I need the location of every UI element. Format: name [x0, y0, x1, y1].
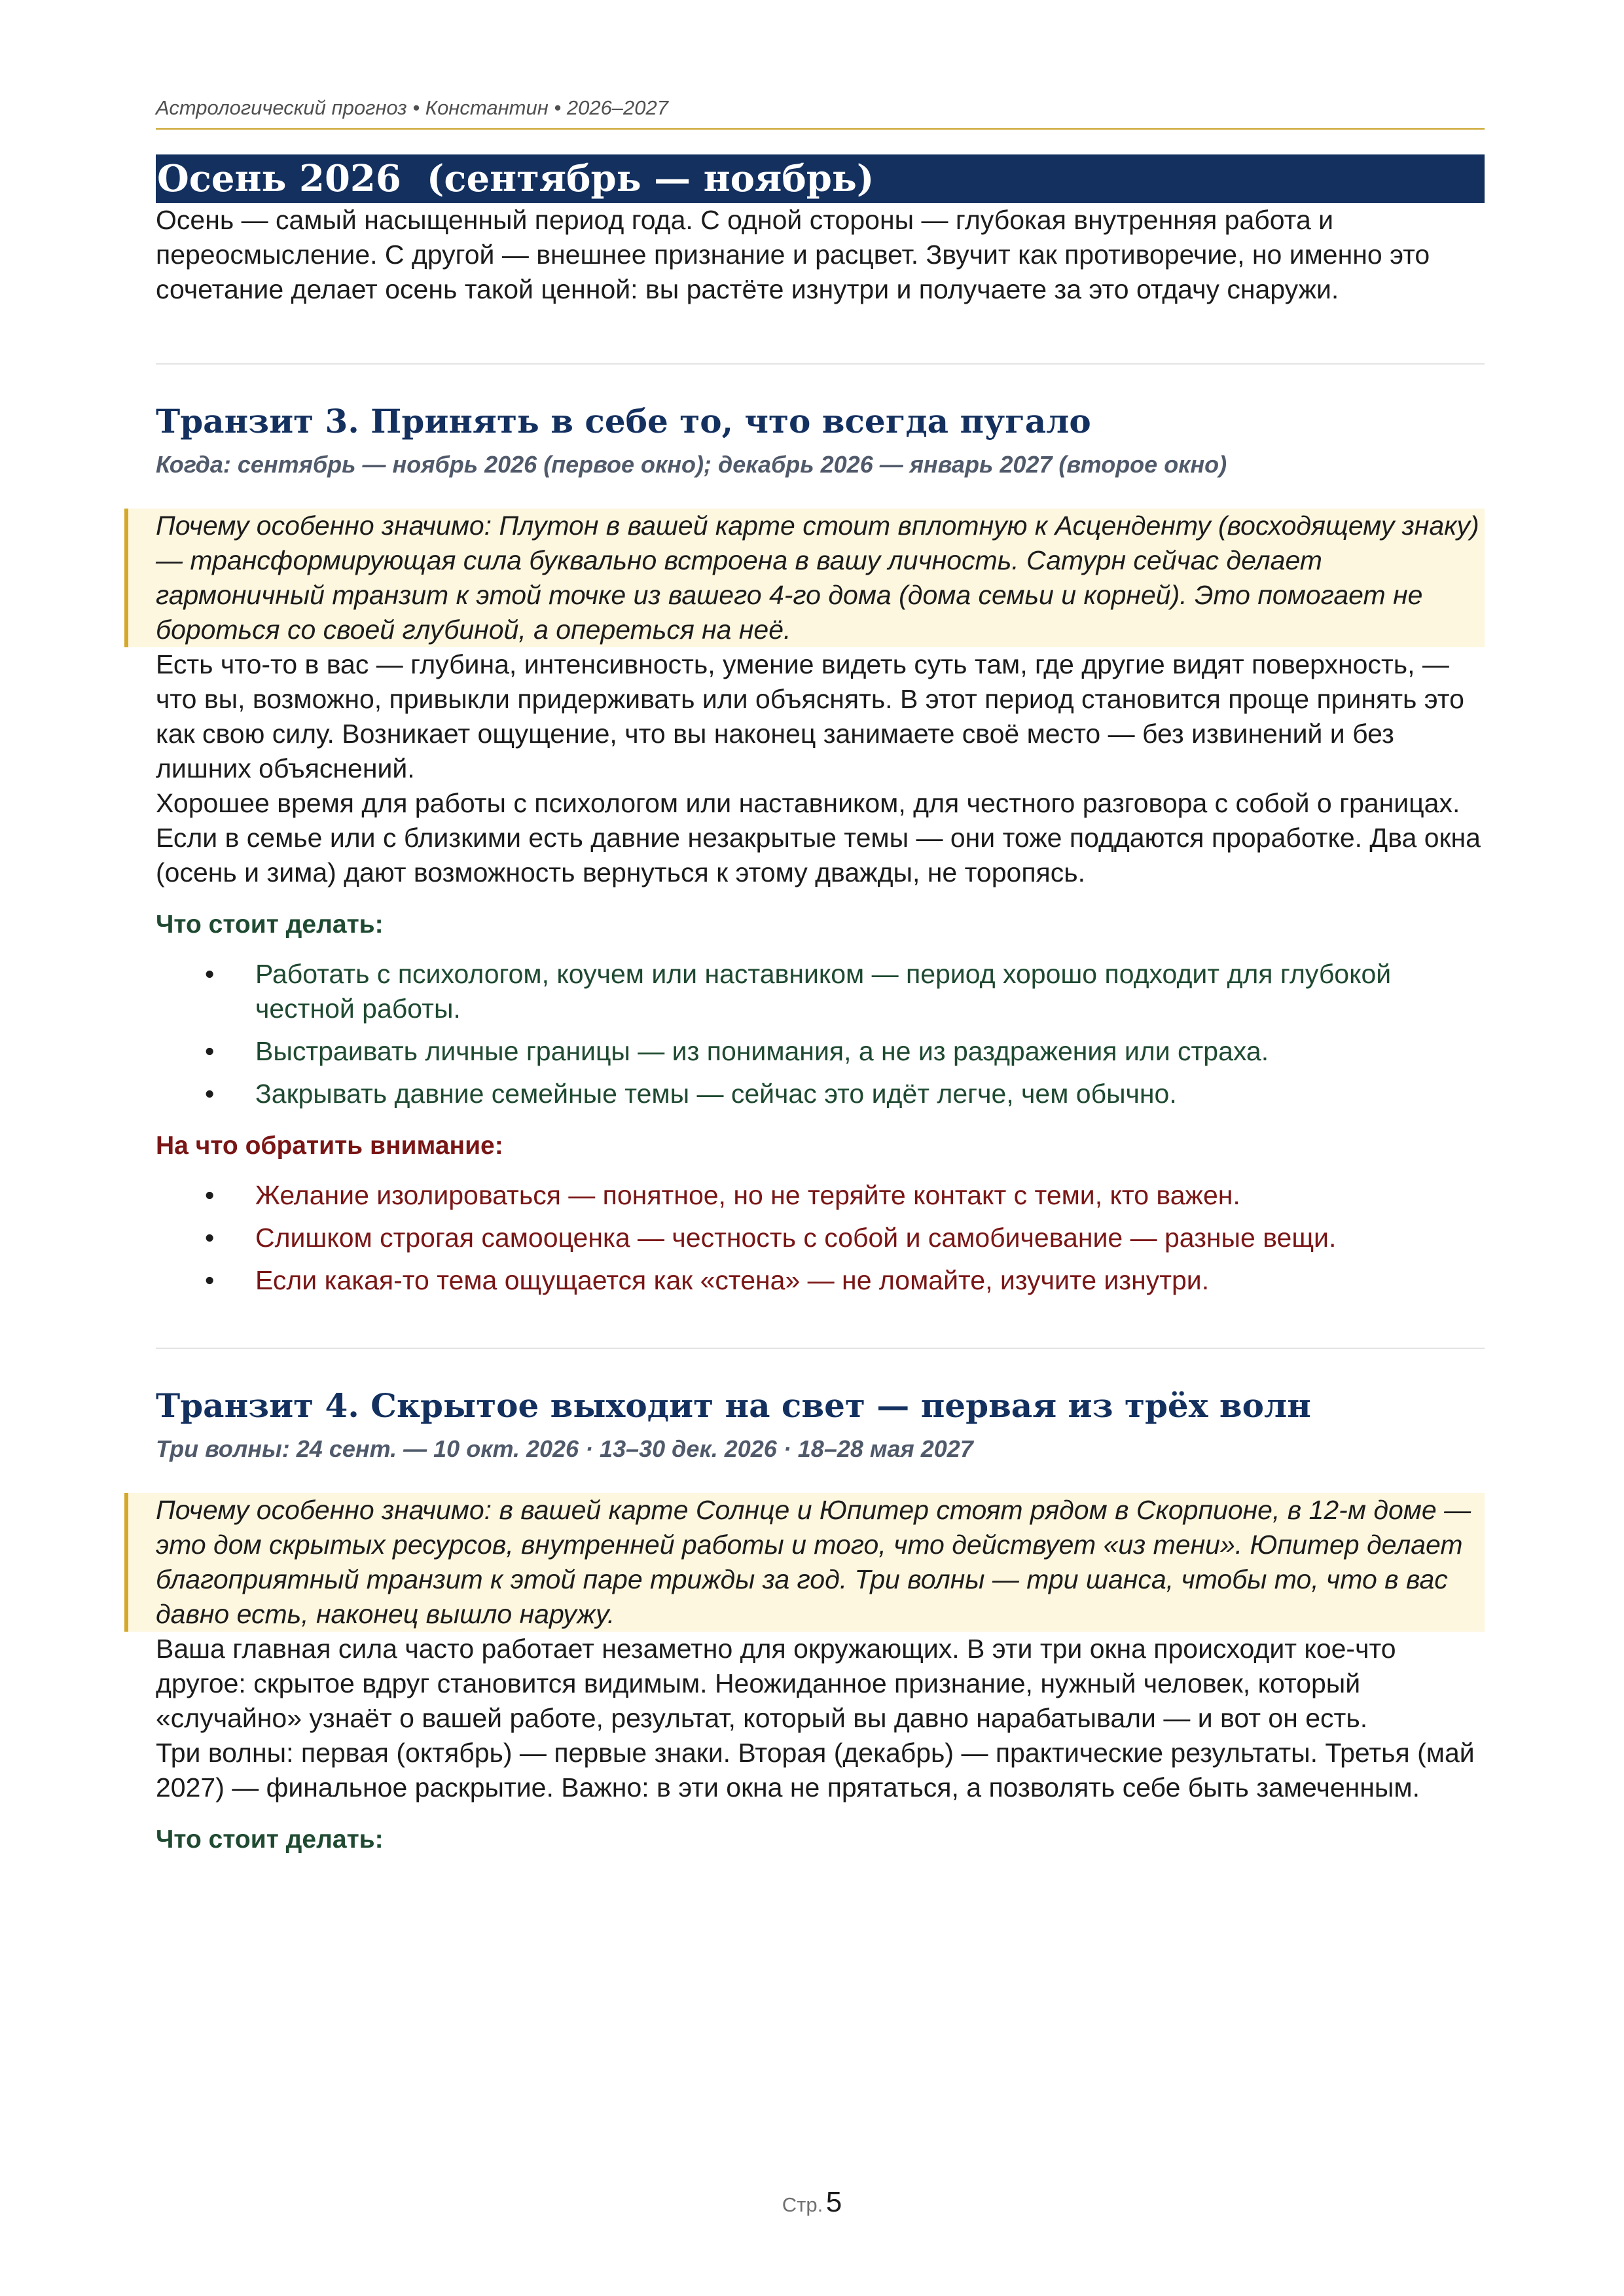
- transit-paragraph: Хорошее время для работы с психологом или наставником, для честного разговора с собой о границах. Если в семье или с близкими есть давние незакрытые темы — они тоже поддаются проработке. Два окна (осень и зима) дают возможность вернуться к этому дважды, не торопясь.: [156, 788, 1481, 888]
- list-item-text: Выстраивать личные границы — из понимания, а не из раздражения или страха.: [255, 1036, 1269, 1066]
- watch-list: [156, 1178, 1485, 1298]
- bullet-icon: •: [205, 1036, 215, 1066]
- transit-title: Транзит 3. Принять в себе то, что всегда пугало: [156, 402, 1091, 440]
- watch-heading: На что обратить внимание:: [156, 1132, 503, 1160]
- do-heading: Что стоит делать:: [156, 910, 384, 939]
- transit-block: [156, 1386, 1485, 1856]
- transit-paragraph: Три волны: первая (октябрь) — первые знаки. Вторая (декабрь) — практические результаты. Третья (май 2027) — финальное раскрытие. Важно: в эти окна не прятаться, а позволять себе быть замеченным.: [156, 1738, 1475, 1803]
- significance-callout: Почему особенно значимо: Плутон в вашей карте стоит вплотную к Асценденту (восходящему знаку) — трансформирующая сила буквально встроена в вашу личность. Сатурн сейчас делает гармоничный транзит к этой точке из вашего 4-го дома (дома семьи и корней). Это помогает не бороться со своей глубиной, а опереться на неё.: [124, 509, 1485, 647]
- page-number: 5: [825, 2186, 842, 2218]
- running-header: Астрологический прогноз • Константин • 2026–2027: [156, 94, 1485, 130]
- transit-title: Транзит 4. Скрытое выходит на свет — первая из трёх волн: [156, 1386, 1311, 1425]
- list-item: [156, 957, 1485, 1026]
- section-divider: [156, 1348, 1485, 1349]
- list-item-text: Работать с психологом, коучем или наставником — период хорошо подходит для глубокой честной работы.: [255, 959, 1392, 1024]
- page: [156, 94, 1485, 1856]
- do-list: [156, 957, 1485, 1111]
- bullet-icon: •: [205, 1180, 215, 1210]
- list-item: [156, 1178, 1485, 1213]
- page-footer: [0, 2186, 1624, 2219]
- transit-dates: Когда: сентябрь — ноябрь 2026 (первое окно); декабрь 2026 — январь 2027 (второе окно): [156, 451, 1227, 478]
- list-item-text: Закрывать давние семейные темы — сейчас это идёт легче, чем обычно.: [255, 1079, 1177, 1109]
- transit-paragraph: Есть что-то в вас — глубина, интенсивность, умение видеть суть там, где другие видят поверхность, — что вы, возможно, привыкли придерживать или объяснять. В этот период становится проще принять это как свою силу. Возникает ощущение, что вы наконец занимаете своё место — без извинений и без лишних объяснений.: [156, 649, 1464, 783]
- section-intro: Осень — самый насыщенный период года. С одной стороны — глубокая внутренняя работа и переосмысление. С другой — внешнее признание и расцвет. Звучит как противоречие, но именно это сочетание делает осень такой ценной: вы растёте изнутри и получаете за это отдачу снаружи.: [156, 205, 1430, 304]
- page-number-prefix: Стр.: [782, 2193, 823, 2216]
- transit-block: [156, 401, 1485, 1298]
- list-item: [156, 1034, 1485, 1069]
- significance-callout: Почему особенно значимо: в вашей карте Солнце и Юпитер стоят рядом в Скорпионе, в 12-м доме — это дом скрытых ресурсов, внутренней работы и того, что действует «из тени». Юпитер делает благоприятный транзит к этой паре трижды за год. Три волны — три шанса, чтобы то, что в вас давно есть, наконец вышло наружу.: [124, 1493, 1485, 1632]
- list-item: [156, 1263, 1485, 1298]
- bullet-icon: •: [205, 1079, 215, 1109]
- bullet-icon: •: [205, 959, 215, 989]
- list-item: [156, 1077, 1485, 1111]
- list-item-text: Если какая-то тема ощущается как «стена» — не ломайте, изучите изнутри.: [255, 1265, 1210, 1295]
- list-item: [156, 1221, 1485, 1255]
- section-title: Осень 2026 (сентябрь — ноябрь): [156, 154, 1485, 203]
- bullet-icon: •: [205, 1265, 215, 1295]
- transit-dates: Три волны: 24 сент. — 10 окт. 2026 · 13–30 дек. 2026 · 18–28 мая 2027: [156, 1435, 973, 1462]
- list-item-text: Слишком строгая самооценка — честность с собой и самобичевание — разные вещи.: [255, 1223, 1337, 1253]
- list-item-text: Желание изолироваться — понятное, но не теряйте контакт с теми, кто важен.: [255, 1180, 1240, 1210]
- section-divider: [156, 363, 1485, 365]
- transit-paragraph: Ваша главная сила часто работает незаметно для окружающих. В эти три окна происходит кое-что другое: скрытое вдруг становится видимым. Неожиданное признание, нужный человек, который «случайно» узнаёт о вашей работе, результат, который вы давно нарабатывали — и вот он есть.: [156, 1634, 1396, 1733]
- do-heading: Что стоит делать:: [156, 1825, 384, 1854]
- bullet-icon: •: [205, 1223, 215, 1253]
